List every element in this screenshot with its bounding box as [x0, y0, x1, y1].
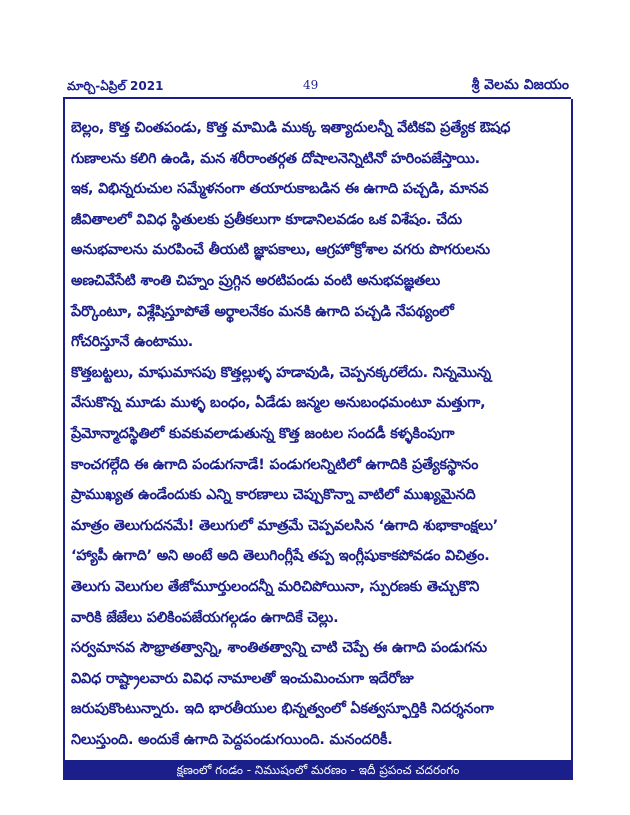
text-line: కాంచగల్గేది ఈ ఉగాది పండుగనాడే! పండుగలన్నిటిలో ఉగాదికి ప్రత్యేకస్థానం — [71, 456, 479, 473]
text-line: వివిధ రాష్ట్రాలవారు వివిధ నామాలతో ఇంచుమించుగా ఇదేరోజు — [71, 670, 414, 687]
text-line: తెలుగు వెలుగుల తేజోమూర్తులందన్నీ మరిచిపోయినా, స్పురణకు తెచ్చుకొని — [71, 578, 480, 595]
article-body — [65, 113, 571, 755]
text-line: పేర్కొంటూ, విశ్లేషిస్తూపోతే అర్థాలనేకం మనకి ఉగాది పచ్చడి నేపథ్యంలో — [71, 303, 454, 320]
magazine-name: శ్రీ వెలమ విజయం — [471, 77, 569, 93]
text-line: జీవితాలలో వివిధ స్థితులకు ప్రతీకలుగా కూడానిలవడం ఒక విశేషం. చేదు — [71, 211, 462, 228]
text-line: ప్రేమోన్మాదస్థితిలో కువకువలాడుతున్న కొత్త జంటల సందడీ కళ్ళకింపుగా — [71, 425, 455, 442]
text-line: సర్వమానవ సౌభ్రాతత్వాన్ని, శాంతితత్వాన్ని చాటి చెప్పే ఈ ఉగాది పండుగను — [71, 640, 487, 657]
paragraph — [65, 633, 571, 755]
text-line: కొత్తబట్టలు, మాఘమాసపు కొత్తల్లుళ్ళ హడావుడి, చెప్పనక్కరలేదు. నిన్నమొన్న — [71, 364, 491, 381]
page-footer — [63, 761, 573, 780]
text-line: ‘హ్యాపీ ఉగాది’ అని అంటే అది తెలుగింగ్లీషే తప్ప ఇంగ్లీషుకాకపోవడం విచిత్రం. — [71, 548, 490, 565]
text-line: గుణాలను కలిగి ఉండి, మన శరీరాంతర్గత దోషాలనెన్నిటినో హరింపజేస్తాయి. — [71, 150, 480, 167]
page-number: 49 — [303, 78, 319, 92]
paragraph — [65, 358, 571, 633]
text-line: నిలుస్తుంది. అందుకే ఉగాది పెద్దపండుగయింది. మనందరికీ. — [71, 731, 393, 748]
text-line: అనుభవాలను మరపించే తీయటి జ్ఞాపకాలు, ఆగ్రహోక్రోశాల వగరు పొగరులను — [71, 242, 490, 259]
paragraph — [65, 113, 571, 174]
text-line: ఇక, విభిన్నరుచుల సమ్మేళనంగా తయారుకాబడిన ఈ ఉగాది పచ్చడి, మానవ — [71, 181, 489, 198]
footer-text: క్షణంలో గండం - నిముషంలో మరణం - ఇదీ ప్రపంచ చదరంగం — [176, 763, 460, 777]
text-line: మాత్రం తెలుగుదనమే! తెలుగులో మాత్రమే చెప్పవలసిన ‘ఉగాది శుభాకాంక్షలు’ — [71, 517, 498, 534]
article-frame — [63, 99, 573, 762]
text-line: వేసుకొన్న మూడు ముళ్ళ బంధం, ఏడేడు జన్మల అనుబంధమంటూ మత్తుగా, — [71, 395, 486, 412]
text-line: జరుపుకొంటున్నారు. ఇది భారతీయుల భిన్నత్వంలో ఏకత్వస్ఫూర్తికి నిదర్శనంగా — [71, 701, 494, 718]
paragraph — [65, 174, 571, 358]
text-line: గోచరిస్తూనే ఉంటాము. — [71, 334, 194, 351]
text-line: బెల్లం, కొత్త చింతపండు, కొత్త మామిడి ముక్క ఇత్యాదులన్నీ వేటికవి ప్రత్యేక ఔషధ — [71, 120, 511, 136]
page-header — [63, 77, 571, 99]
text-line: ప్రాముఖ్యత ఉండేందుకు ఎన్ని కారణాలు చెప్పుకొన్నా వాటిలో ముఖ్యమైనది — [71, 487, 476, 504]
text-line: వారికి జేజేలు పలికింపజేయగల్గడం ఉగాదికే చెల్లు. — [71, 609, 339, 626]
text-line: అణచివేసేటి శాంతి చిహ్నం ప్రుగ్గిన అరటిపండు వంటి అనుభవజ్ఞతలు — [71, 272, 440, 289]
issue-date: మార్చి-ఏప్రిల్ 2021 — [67, 79, 164, 93]
